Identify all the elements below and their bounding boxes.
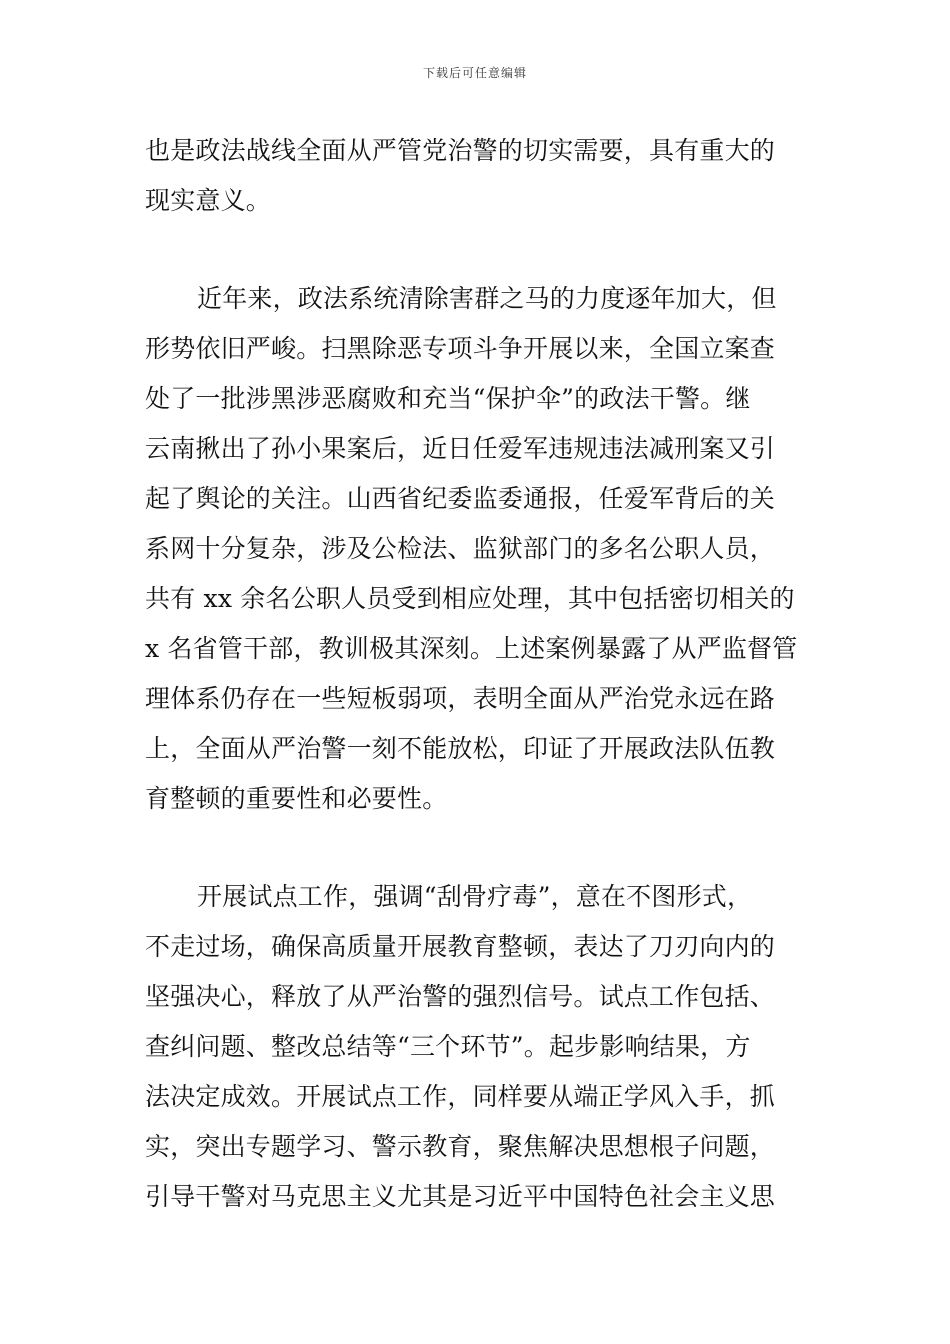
- text-line: 法决定成效。开展试点工作，同样要从端正学风入手，抓: [145, 1082, 776, 1111]
- text-line: 云南揪出了孙小果案后，近日任爱军违规违法减刑案又引: [145, 434, 776, 463]
- paragraph-1: [145, 126, 775, 226]
- text-line: 形势依旧严峻。扫黑除恶专项斗争开展以来，全国立案查: [145, 334, 776, 363]
- text-line: 育整顿的重要性和必要性。: [145, 784, 448, 813]
- paragraph-2: [145, 274, 797, 824]
- text-line: 现实意义。: [145, 186, 272, 215]
- text-line: 系网十分复杂，涉及公检法、监狱部门的多名公职人员，: [145, 534, 776, 563]
- text-line: 理体系仍存在一些短板弱项，表明全面从严治党永远在路: [145, 684, 776, 713]
- text-line: 也是政法战线全面从严管党治警的切实需要，具有重大的: [145, 136, 776, 165]
- text-line: 开展试点工作，强调“刮骨疗毒”，意在不图形式，: [197, 882, 753, 911]
- text-line: 共有 xx 余名公职人员受到相应处理，其中包括密切相关的: [145, 584, 795, 613]
- text-line: 查纠问题、整改总结等“三个环节”。起步影响结果，方: [145, 1032, 751, 1061]
- text-line: 实，突出专题学习、警示教育，聚焦解决思想根子问题，: [145, 1132, 776, 1161]
- paragraph-3: [145, 872, 775, 1222]
- text-line: 引导干警对马克思主义尤其是习近平中国特色社会主义思: [145, 1182, 776, 1211]
- text-line: 上，全面从严治警一刻不能放松，印证了开展政法队伍教: [145, 734, 776, 763]
- text-line: x 名省管干部，教训极其深刻。上述案例暴露了从严监督管: [145, 634, 798, 663]
- text-line: 起了舆论的关注。山西省纪委监委通报，任爱军背后的关: [145, 484, 776, 513]
- text-line: 不走过场，确保高质量开展教育整顿，表达了刀刃向内的: [145, 932, 776, 961]
- page-header: 下载后可任意编辑: [422, 66, 527, 80]
- text-line: 近年来，政法系统清除害群之马的力度逐年加大，但: [197, 284, 777, 313]
- text-line: 坚强决心，释放了从严治警的强烈信号。试点工作包括、: [145, 982, 776, 1011]
- text-line: 处了一批涉黑涉恶腐败和充当“保护伞”的政法干警。继: [145, 384, 751, 413]
